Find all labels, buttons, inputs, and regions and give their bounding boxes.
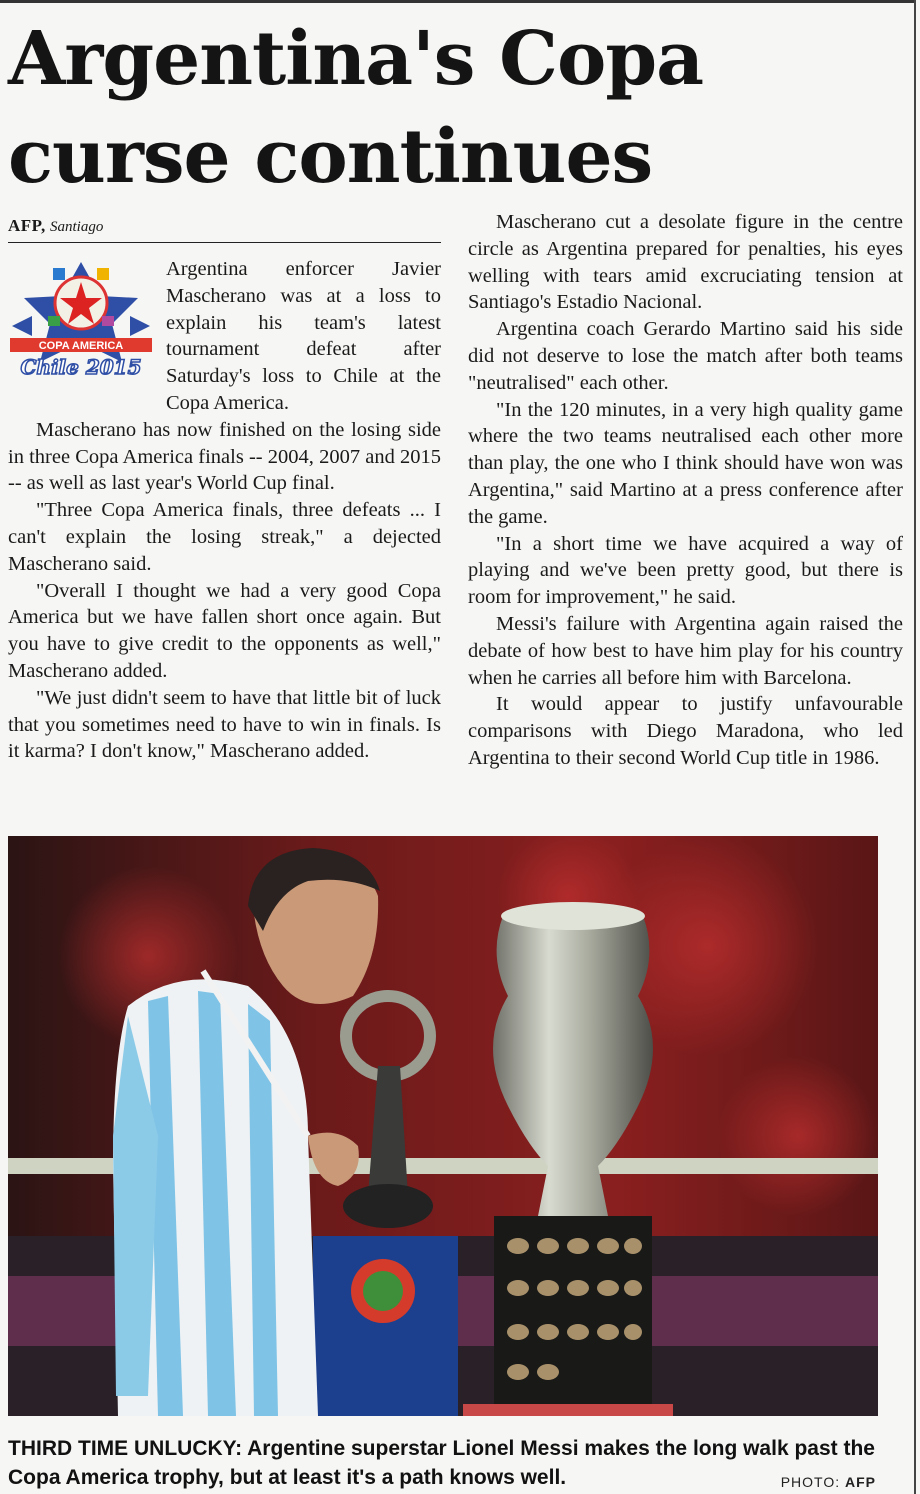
svg-text:Chile 2015: Chile 2015 (20, 355, 142, 379)
byline-agency: AFP, (8, 216, 46, 235)
right-paragraph-5: Messi's failure with Argentina again raised the debate of how best to have him play for his country when he carries all before him with Barcelona. (468, 612, 903, 689)
left-paragraph-1: Argentina enforcer Javier Mascherano was at a loss to explain his team's latest tournament defeat after Saturday's loss to Chile at the Copa America. (166, 258, 441, 414)
article-photo (8, 836, 878, 1416)
right-paragraph-3: "In the 120 minutes, in a very high quality game where the two teams neutralised each other more than play, the one who I think should have won was Argentina," said Martino at a press conference after the game. (468, 398, 903, 528)
left-paragraph-3: "Three Copa America finals, three defeats ... I can't explain the losing streak," a dejected Mascherano said. (8, 499, 441, 575)
byline-city: Santiago (50, 219, 104, 235)
messi-trophy-photo (8, 836, 878, 1416)
right-paragraph-4: "In a short time we have acquired a way of playing and we've been pretty good, but there is room for improvement," he said. (468, 532, 903, 609)
right-paragraph-2: Argentina coach Gerardo Martino said his side did not deserve to lose the match after both teams "neutralised" each other. (468, 318, 903, 394)
photo-caption: THIRD TIME UNLUCKY: Argentine superstar Lionel Messi makes the long walk past the Copa America trophy, but at least it's a path knows well. (8, 1437, 875, 1489)
headline (8, 10, 908, 206)
left-paragraph-4: "Overall I thought we had a very good Copa America but we have fallen short once again. But you have to give credit to the opponents as well," Mascherano added. (8, 579, 441, 682)
svg-text:COPA AMERICA: COPA AMERICA (38, 340, 124, 352)
headline-line-2: curse continues (8, 114, 653, 200)
photo-credit-source: AFP (845, 1474, 876, 1490)
headline-line-1: Argentina's Copa (8, 16, 704, 102)
right-column (468, 209, 903, 772)
right-paragraph-1: Mascherano cut a desolate figure in the centre circle as Argentina prepared for penalties, his eyes welling with tears amid excruciating tension at Santiago's Estadio Nacional. (468, 211, 903, 314)
byline (8, 216, 103, 236)
left-paragraph-2: Mascherano has now finished on the losing side in three Copa America finals -- 2004, 2007 and 2015 -- as well as last year's World Cup final. (8, 418, 441, 495)
photo-credit (781, 1474, 876, 1490)
byline-rule (8, 242, 441, 243)
right-paragraph-6: It would appear to justify unfavourable comparisons with Diego Maradona, who led Argentina to their second World Cup title in 1986. (468, 693, 903, 769)
top-rule (0, 0, 916, 3)
copa-america-logo (8, 258, 154, 388)
left-column (8, 256, 441, 765)
right-rule (914, 0, 916, 1494)
photo-credit-label: PHOTO: (780, 1474, 841, 1490)
left-paragraph-5: "We just didn't seem to have that little bit of luck that you sometimes need to have to win in finals. Is it karma? I don't know," Mascherano added. (8, 686, 441, 763)
